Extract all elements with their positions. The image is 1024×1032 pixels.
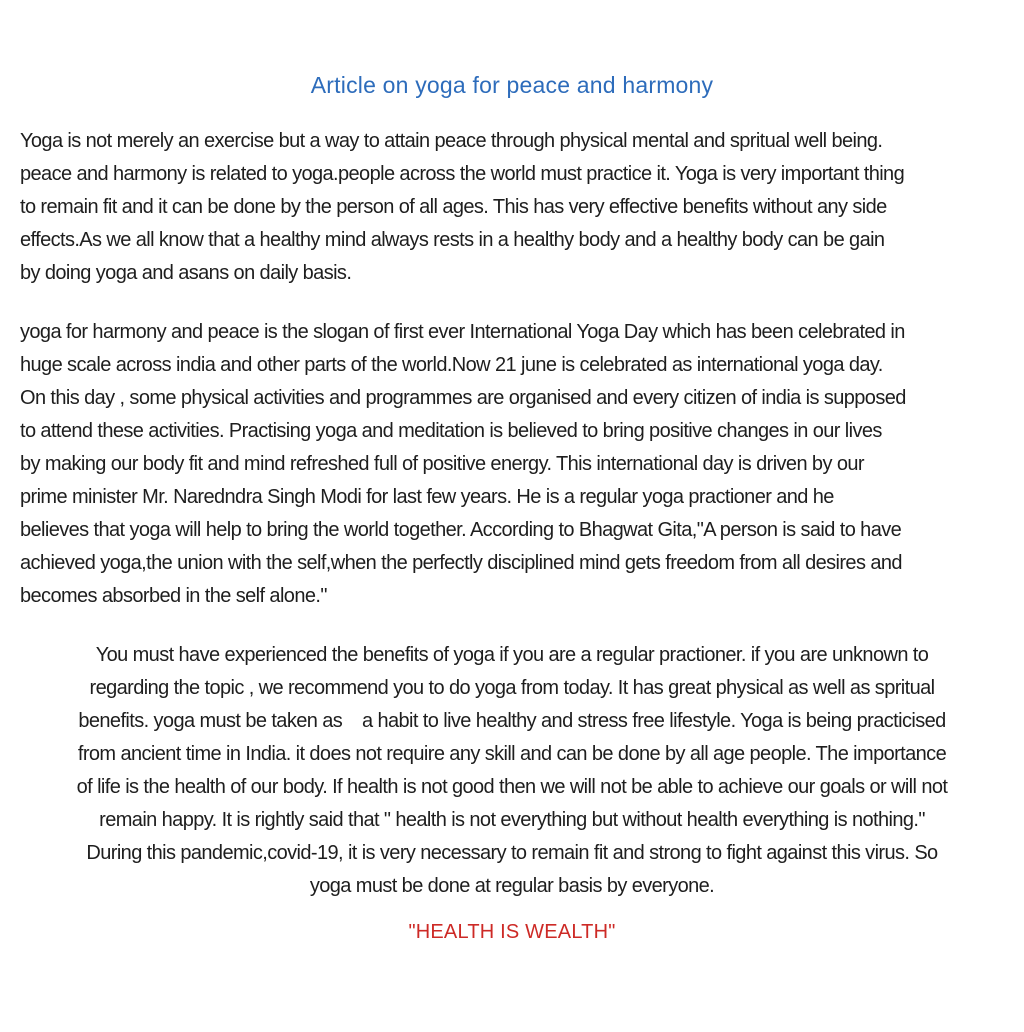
text-line: During this pandemic,covid-19, it is very necessary to remain fit and strong to fight against this virus. So [86, 842, 938, 864]
text-line: prime minister Mr. Naredndra Singh Modi for last few years. He is a regular yoga practioner and he [20, 486, 834, 508]
text-line: to remain fit and it can be done by the person of all ages. This has very effective benefits without any side [20, 196, 887, 218]
article-title: Article on yoga for peace and harmony [310, 72, 714, 98]
article-paragraph [20, 639, 1004, 903]
text-line: from ancient time in India. it does not require any skill and can be done by all age people. The importance [77, 743, 947, 765]
text-line: effects.As we all know that a healthy mind always rests in a healthy body and a healthy body can be gain [20, 229, 885, 251]
text-line: becomes absorbed in the self alone." [20, 585, 327, 607]
text-line: You must have experienced the benefits of yoga if you are a regular practioner. if you are unknown to [95, 644, 929, 666]
closing-quote: "HEALTH IS WEALTH" [408, 921, 616, 943]
text-line: On this day , some physical activities and programmes are organised and every citizen of india is supposed [20, 387, 906, 409]
text-line: Yoga is not merely an exercise but a way to attain peace through physical mental and spritual well being. [20, 130, 883, 152]
text-line: remain happy. It is rightly said that " health is not everything but without health everything is nothing." [99, 809, 925, 831]
text-line: regarding the topic , we recommend you to do yoga from today. It has great physical as well as spritual [89, 677, 935, 699]
text-line: benefits. yoga must be taken as a habit to live healthy and stress free lifestyle. Yoga is being practicised [78, 710, 946, 732]
text-line: by doing yoga and asans on daily basis. [20, 262, 352, 284]
text-line: believes that yoga will help to bring the world together. According to Bhagwat Gita,"A person is said to have [20, 519, 902, 541]
text-line: yoga for harmony and peace is the slogan of first ever International Yoga Day which has been celebrated in [20, 321, 905, 343]
text-line: of life is the health of our body. If health is not good then we will not be able to achieve our goals or will not [76, 776, 948, 798]
text-line: peace and harmony is related to yoga.people across the world must practice it. Yoga is very important thing [20, 163, 905, 185]
text-line: to attend these activities. Practising yoga and meditation is believed to bring positive changes in our lives [20, 420, 882, 442]
text-line: huge scale across india and other parts of the world.Now 21 june is celebrated as international yoga day. [20, 354, 883, 376]
text-line: achieved yoga,the union with the self,when the perfectly disciplined mind gets freedom from all desires and [20, 552, 902, 574]
article-page [0, 72, 1024, 1032]
article-paragraph [20, 316, 1004, 613]
text-line: yoga must be done at regular basis by everyone. [309, 875, 715, 897]
article-paragraph [20, 125, 1004, 290]
article-body [20, 125, 1004, 903]
text-line: by making our body fit and mind refreshed full of positive energy. This international day is driven by our [20, 453, 864, 475]
